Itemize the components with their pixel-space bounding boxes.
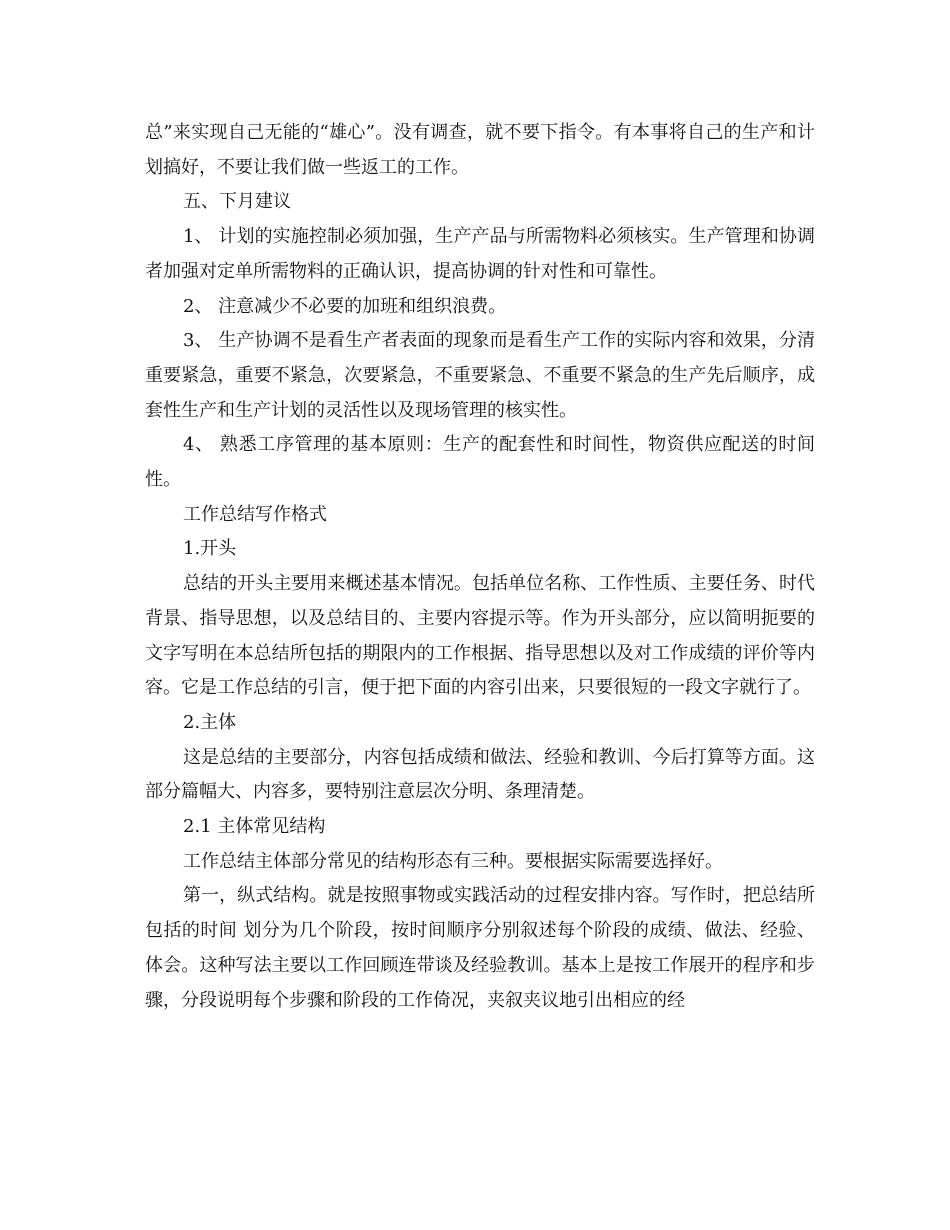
suggestion-item-4: 4、 熟悉工序管理的基本原则：生产的配套性和时间性，物资供应配送的时间性。 (145, 434, 815, 491)
section-heading-writing-format: 工作总结写作格式 (183, 503, 327, 525)
subheading-opening: 1.开头 (183, 538, 237, 560)
subheading-main-body: 2.主体 (183, 711, 237, 733)
paragraph-vertical-structure: 第一，纵式结构。就是按照事物或实践活动的过程安排内容。写作时，把总结所包括的时间 划分为几个阶段，按时间顺序分别叙述每个阶段的成绩、做法、经验、体会。这种写法主要以工作回顾连带谈及经验教训。基本上是按工作展开的程序和步骤，分段说明每个步骤和阶段的工作倚况，夹叙夹议地引出相应的经 (145, 885, 815, 1011)
paragraph-opening: 总结的开头主要用来概述基本情况。包括单位名称、工作性质、主要任务、时代背景、指导思想，以及总结目的、主要内容提示等。作为开头部分，应以简明扼要的文字写明在本总结所包括的期限内的工作根据、指导思想以及对工作成绩的评价等内容。它是工作总结的引言，便于把下面的内容引出来，只要很短的一段文字就行了。 (145, 573, 815, 699)
suggestion-item-2: 2、 注意减少不必要的加班和组织浪费。 (183, 295, 507, 317)
paragraph-structure-types: 工作总结主体部分常见的结构形态有三种。要根据实际需要选择好。 (183, 850, 723, 872)
paragraph-main-body: 这是总结的主要部分，内容包括成绩和做法、经验和教训、今后打算等方面。这部分篇幅大、内容多，要特别注意层次分明、条理清楚。 (145, 746, 815, 803)
section-heading-next-month-suggestions: 五、下月建议 (183, 191, 291, 213)
subheading-common-structure: 2.1 主体常见结构 (183, 816, 326, 838)
suggestion-item-3: 3、 生产协调不是看生产者表面的现象而是看生产工作的实际内容和效果，分清重要紧急，重要不紧急，次要紧急，不重要紧急、不重要不紧急的生产先后顺序，成套性生产和生产计划的灵活性以及现场管理的核实性。 (145, 330, 815, 421)
document-body (145, 116, 815, 1018)
paragraph-continuation: 总”来实现自己无能的“雄心”。没有调查，就不要下指令。有本事将自己的生产和计划搞好，不要让我们做一些返工的工作。 (145, 122, 815, 178)
suggestion-item-1: 1、 计划的实施控制必须加强，生产产品与所需物料必须核实。生产管理和协调者加强对定单所需物料的正确认识，提高协调的针对性和可靠性。 (145, 226, 815, 282)
